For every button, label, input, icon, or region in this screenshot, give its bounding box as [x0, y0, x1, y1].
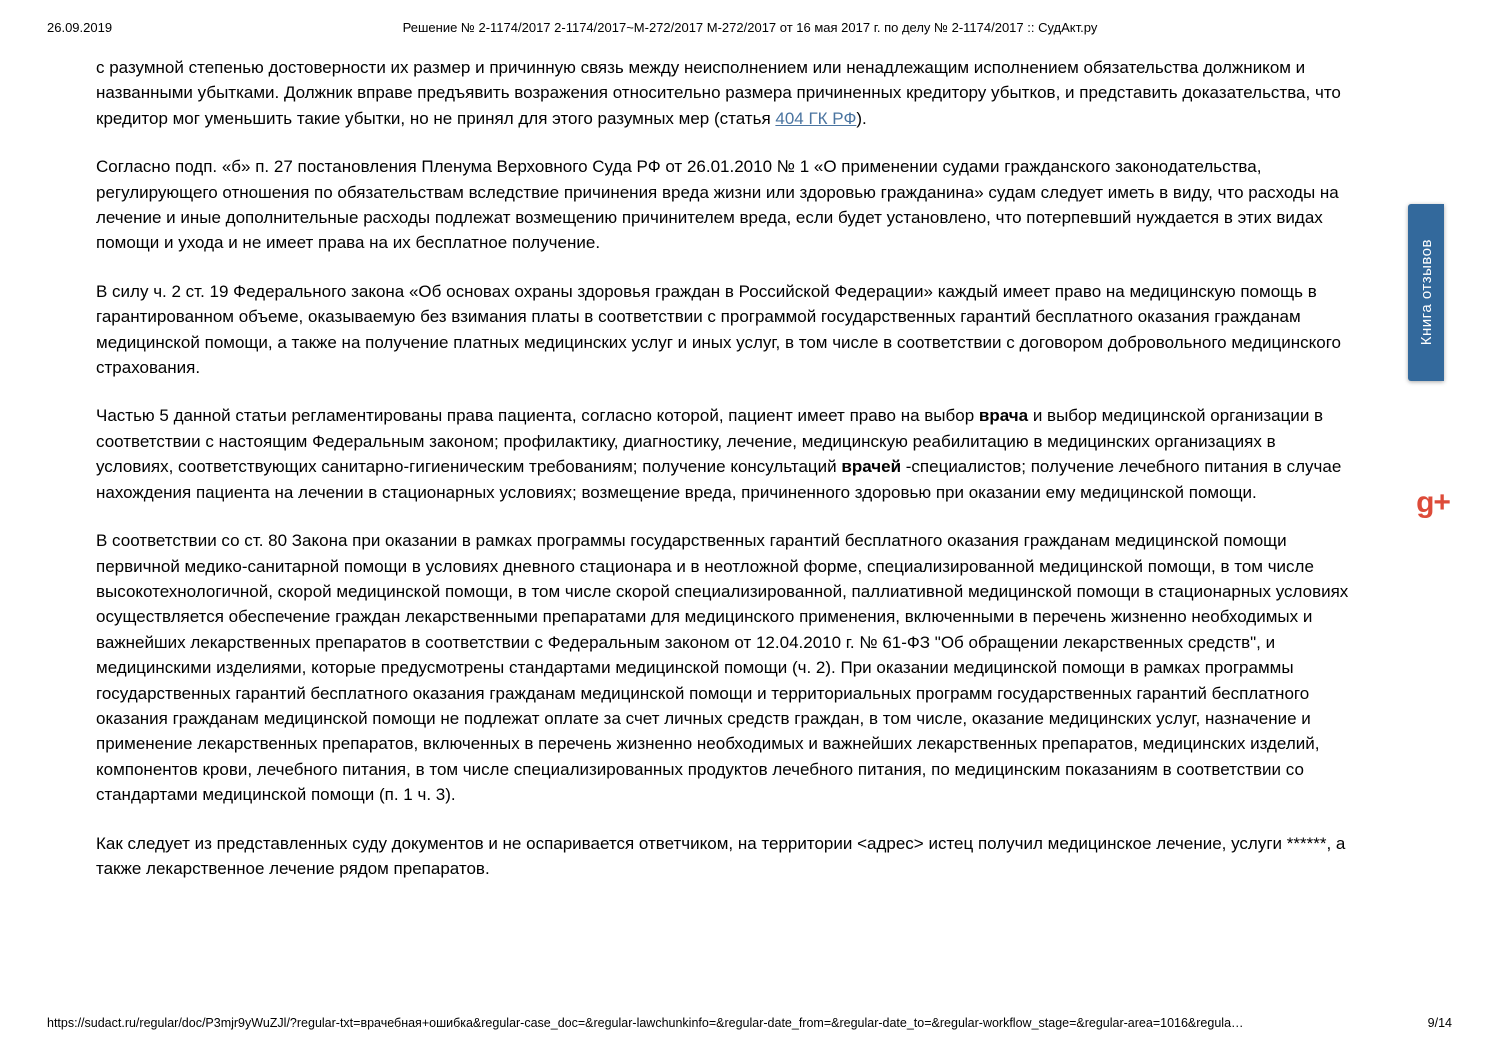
print-title: Решение № 2-1174/2017 2-1174/2017~М-272/2017 М-272/2017 от 16 мая 2017 г. по делу № 2-1174/2017 :: СудАкт.ру: [402, 20, 1098, 35]
feedback-tab[interactable]: [1408, 204, 1444, 381]
print-date: 26.09.2019: [47, 20, 113, 35]
text-run: В соответствии со ст. 80 Закона при оказании в рамках программы государственных гарантий бесплатного оказания гражданам медицинской помощи первичной медико-санитарной помощи в условиях дневного стационара и в неотложной форме, специализированной медицинской помощи, в том числе высокотехнологичной, скорой медицинской помощи, в том числе скорой специализированной, паллиативной медицинской помощи в стационарных условиях осуществляется обеспечение граждан лекарственными препаратами для медицинского применения, включенными в перечень жизненно необходимых и важнейших лекарственных препаратов в соответствии с Федеральным законом от 12.04.2010 г. № 61-ФЗ "Об обращении лекарственных средств", и медицинскими изделиями, которые предусмотрены стандартами медицинской помощи (ч. 2). При оказании медицинской помощи в рамках программы государственных гарантий бесплатного оказания гражданам медицинской помощи и территориальных программ государственных гарантий бесплатного оказания гражданам медицинской помощи не подлежат оплате за счет личных средств граждан, в том числе, оказание медицинских услуг, назначение и применение лекарственных препаратов, включенных в перечень жизненно необходимых и важнейших лекарственных препаратов, медицинских изделий, компонентов крови, лечебного питания, в том числе специализированных продуктов лечебного питания, по медицинским показаниям в соответствии со стандартами медицинской помощи (п. 1 ч. 3).: [96, 531, 1349, 805]
statute-link[interactable]: 404 ГК РФ: [775, 108, 857, 128]
text-run: и выбор медицинской организации в соответствии с настоящим Федеральным законом; профилактику, диагностику, лечение, медицинскую реабилитацию в медицинских организациях в условиях, соответствующих санитарно-гигиеническим требованиям; получение консультаций: [96, 406, 1324, 477]
paragraph: [96, 279, 1354, 381]
text-run: Частью 5 данной статьи регламентированы права пациента, согласно которой, пациент имеет право на выбор: [96, 406, 979, 426]
text-run: В силу ч. 2 ст. 19 Федерального закона «Об основах охраны здоровья граждан в Российской Федерации» каждый имеет право на медицинскую помощь в гарантированном объеме, оказываемую без взимания платы в соответствии с программой государственных гарантий бесплатного оказания гражданам медицинской помощи, а также на получение платных медицинских услуг и иных услуг, в том числе в соответствии с договором добровольного медицинского страхования.: [96, 281, 1342, 378]
paragraph: [96, 528, 1354, 807]
print-header: [0, 20, 1500, 40]
text-run: Согласно подп. «б» п. 27 постановления Пленума Верховного Суда РФ от 26.01.2010 № 1 «О применении судами гражданского законодательства, регулирующего отношения по обязательствам вследствие причинения вреда жизни или здоровью гражданина» судам следует иметь в виду, что расходы на лечение и иные дополнительные расходы подлежат возмещению причинителем вреда, если будет установлено, что потерпевший нуждается в этих видах помощи и ухода и не имеет права на их бесплатное получение.: [96, 157, 1339, 253]
paragraph: [96, 154, 1354, 256]
google-plus-label: g+: [1416, 486, 1450, 519]
text-run: с разумной степенью достоверности их размер и причинную связь между неисполнением или ненадлежащим исполнением обязательства должником и названными убытками. Должник вправе предъявить возражения относительно размера причиненных кредитору убытков, и представить доказательства, что кредитор мог уменьшить такие убытки, но не принял для этого разумных мер (статья: [96, 58, 1341, 128]
google-plus-icon[interactable]: [1410, 482, 1456, 524]
page-indicator: 9/14: [1427, 1016, 1452, 1030]
document-body: [96, 55, 1354, 904]
paragraph: [96, 55, 1354, 131]
feedback-tab-label: Книга отзывов: [1417, 239, 1435, 346]
paragraph: [96, 403, 1354, 505]
highlighted-search-term: врача: [978, 406, 1029, 426]
text-run: -специалистов; получение лечебного питания в случае нахождения пациента на лечении в стационарных условиях; возмещение вреда, причиненного здоровью при оказании ему медицинской помощи.: [96, 457, 1342, 502]
text-run: ).: [856, 108, 867, 128]
highlighted-search-term: врачей: [841, 457, 902, 477]
text-run: Как следует из представленных суду документов и не оспаривается ответчиком, на территории <адрес> истец получил медицинское лечение, услуги ******, а также лекарственное лечение рядом препаратов.: [96, 833, 1346, 878]
paragraph: [96, 831, 1354, 882]
print-url: https://sudact.ru/regular/doc/P3mjr9yWuZJl/?regular-txt=врачебная+ошибка&regular-case_doc=&regular-lawchunkinfo=&regular-date_from=&regular-date_to=&regular-workflow_stage=&regular-area=1016&regula…: [47, 1016, 1244, 1030]
print-footer: [0, 1016, 1500, 1036]
